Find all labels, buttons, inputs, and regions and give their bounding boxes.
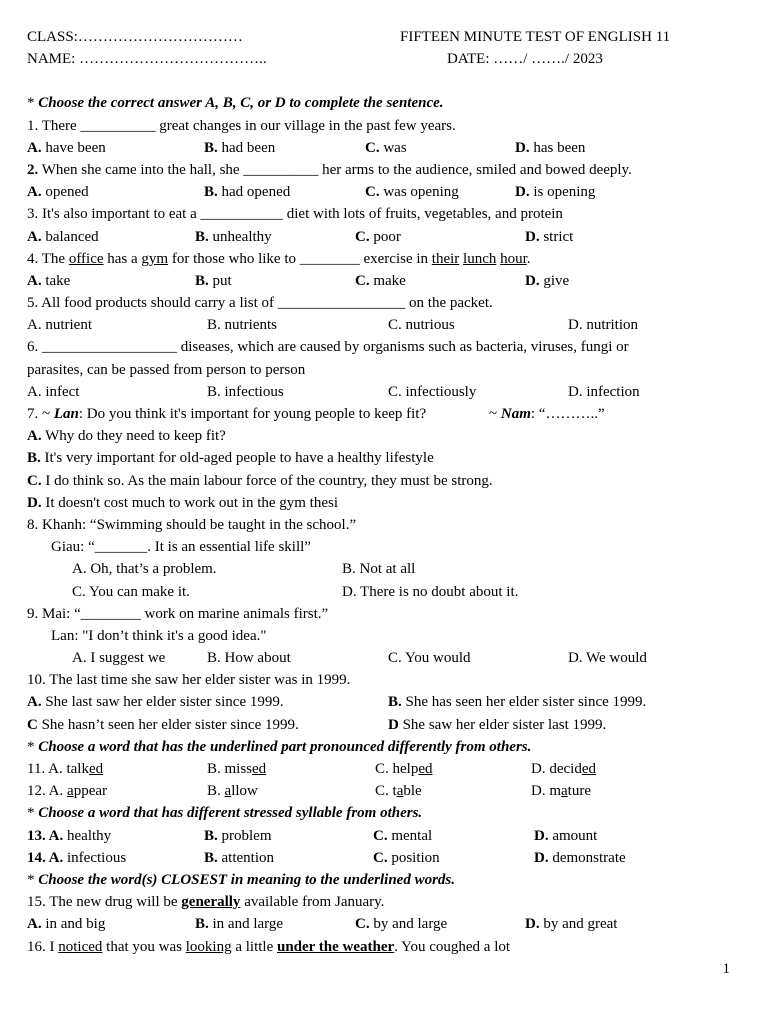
name-label: NAME: ……………………………….. bbox=[27, 51, 267, 68]
question-1: 1. There __________ great changes in our village in the past few years. bbox=[27, 117, 456, 134]
question-11: 11. A. talked B. missed C. helped D. decided bbox=[27, 761, 596, 777]
option-d: D. There is no doubt about it. bbox=[342, 583, 519, 600]
question-9-line-2: Lan: "I don’t think it's a good idea." bbox=[51, 627, 267, 644]
question-2-options bbox=[27, 181, 727, 203]
option-a: A. take bbox=[27, 272, 71, 289]
option-b: B. infectious bbox=[207, 383, 284, 400]
option-c: C. poor bbox=[355, 228, 401, 245]
section-2-title: Choose a word that has the underlined part pronounced differently from others. bbox=[38, 738, 532, 755]
question-7-option-c: C. I do think so. As the main labour force of the country, they must be strong. bbox=[27, 472, 493, 489]
option-c: C. was opening bbox=[365, 184, 459, 201]
question-10-options-row-1 bbox=[27, 691, 727, 713]
test-page bbox=[27, 26, 727, 958]
question-7-option-a: A. Why do they need to keep fit? bbox=[27, 428, 226, 445]
option-c: C. infectiously bbox=[388, 383, 477, 400]
option-b: B. nutrients bbox=[207, 317, 277, 334]
header-row-1 bbox=[27, 26, 727, 48]
question-4-options bbox=[27, 270, 727, 292]
class-label: CLASS:…………………………… bbox=[27, 29, 243, 45]
question-15-options bbox=[27, 913, 727, 935]
option-b: B. had opened bbox=[204, 184, 291, 201]
option-a: A. I suggest we bbox=[72, 650, 166, 667]
option-d: D. strict bbox=[525, 228, 574, 245]
option-c: C. make bbox=[355, 272, 406, 289]
option-b: B. She has seen her elder sister since 1999. bbox=[388, 694, 647, 711]
option-b: B. in and large bbox=[195, 916, 284, 933]
option-a: A. Oh, that’s a problem. bbox=[72, 561, 217, 578]
question-10: 10. The last time she saw her elder sister was in 1999. bbox=[27, 672, 351, 689]
question-13: 13. A. healthy B. problem C. mental D. amount bbox=[27, 827, 598, 844]
option-d: D. is opening bbox=[515, 184, 596, 201]
date-label: DATE: ……/ ……./ 2023 bbox=[447, 51, 603, 68]
option-d: D. We would bbox=[568, 650, 647, 667]
option-a: A. in and big bbox=[27, 916, 106, 933]
section-2-heading: * Choose a word that has the underlined part pronounced differently from others. bbox=[27, 738, 532, 755]
question-8-options-row-1 bbox=[27, 558, 727, 580]
question-9-line-1: 9. Mai: “________ work on marine animals first.” bbox=[27, 605, 329, 622]
question-6-options bbox=[27, 381, 727, 403]
option-a: A. nutrient bbox=[27, 317, 92, 334]
option-b: B. unhealthy bbox=[195, 228, 272, 245]
question-7-option-b: B. It's very important for old-aged people to have a healthy lifestyle bbox=[27, 450, 434, 467]
section-4-heading: * Choose the word(s) CLOSEST in meaning to the underlined words. bbox=[27, 871, 455, 888]
question-12: 12. A. appear B. allow C. table D. mature bbox=[27, 783, 591, 800]
option-c: C. You can make it. bbox=[72, 583, 190, 600]
option-d: D. infection bbox=[568, 383, 640, 400]
section-4-title: Choose the word(s) CLOSEST in meaning to the underlined words. bbox=[38, 871, 455, 888]
option-a: A. opened bbox=[27, 184, 89, 201]
section-1-heading: * Choose the correct answer A, B, C, or D to complete the sentence. bbox=[27, 95, 444, 112]
option-c: C. You would bbox=[388, 650, 471, 667]
question-16: 16. I noticed that you was looking a little under the weather. You coughed a lot bbox=[27, 938, 511, 955]
option-d: D She saw her elder sister last 1999. bbox=[388, 716, 607, 733]
option-c: C. by and large bbox=[355, 916, 448, 933]
option-d: D. by and great bbox=[525, 916, 618, 933]
option-c: C. was bbox=[365, 139, 407, 156]
question-14: 14. A. infectious B. attention C. position D. demonstrate bbox=[27, 849, 626, 866]
option-a: A. balanced bbox=[27, 228, 99, 245]
option-d: D. give bbox=[525, 272, 570, 289]
section-1-title: Choose the correct answer A, B, C, or D to complete the sentence. bbox=[38, 95, 444, 112]
question-3: 3. It's also important to eat a ___________ diet with lots of fruits, vegetables, and protein bbox=[27, 206, 563, 223]
question-7-option-d: D. It doesn't cost much to work out in the gym thesi bbox=[27, 494, 339, 511]
header-row-2 bbox=[27, 48, 727, 70]
question-4: 4. The office has a gym for those who like to ________ exercise in their lunch hour. bbox=[27, 250, 531, 267]
option-a: A. She last saw her elder sister since 1999. bbox=[27, 694, 284, 711]
question-9-options bbox=[27, 647, 727, 669]
option-d: D. nutrition bbox=[568, 317, 638, 334]
option-a: A. have been bbox=[27, 139, 106, 156]
question-5: 5. All food products should carry a list of _________________ on the packet. bbox=[27, 295, 493, 312]
question-8-line-1: 8. Khanh: “Swimming should be taught in the school.” bbox=[27, 516, 357, 533]
question-5-options bbox=[27, 314, 727, 336]
question-2: 2. When she came into the hall, she __________ her arms to the audience, smiled and bowed deeply. bbox=[27, 161, 632, 178]
question-10-options-row-2 bbox=[27, 714, 727, 736]
question-8-options-row-2 bbox=[27, 581, 727, 603]
question-15: 15. The new drug will be generally available from January. bbox=[27, 894, 385, 911]
page-number: 1 bbox=[722, 961, 730, 977]
option-c: C. nutrious bbox=[388, 317, 455, 334]
question-8-line-2: Giau: “_______. It is an essential life skill” bbox=[51, 539, 311, 556]
question-7: 7. ~ Lan: Do you think it's important for young people to keep fit? ~ Nam: “………..” bbox=[27, 406, 605, 422]
option-d: D. has been bbox=[515, 139, 586, 156]
section-3-title: Choose a word that has different stressed syllable from others. bbox=[38, 805, 423, 822]
question-1-options bbox=[27, 137, 727, 159]
option-b: B. Not at all bbox=[342, 561, 416, 578]
option-b: B. How about bbox=[207, 650, 291, 667]
option-b: B. had been bbox=[204, 139, 276, 156]
question-6-line-1: 6. __________________ diseases, which are caused by organisms such as bacteria, viruses, fungi or bbox=[27, 339, 629, 356]
option-a: A. infect bbox=[27, 383, 80, 400]
option-b: B. put bbox=[195, 272, 232, 289]
section-3-heading: * Choose a word that has different stressed syllable from others. bbox=[27, 805, 423, 822]
option-c: C She hasn’t seen her elder sister since 1999. bbox=[27, 716, 299, 733]
test-title: FIFTEEN MINUTE TEST OF ENGLISH 11 bbox=[400, 29, 671, 45]
question-3-options bbox=[27, 226, 727, 248]
question-6-line-2: parasites, can be passed from person to person bbox=[27, 361, 306, 378]
